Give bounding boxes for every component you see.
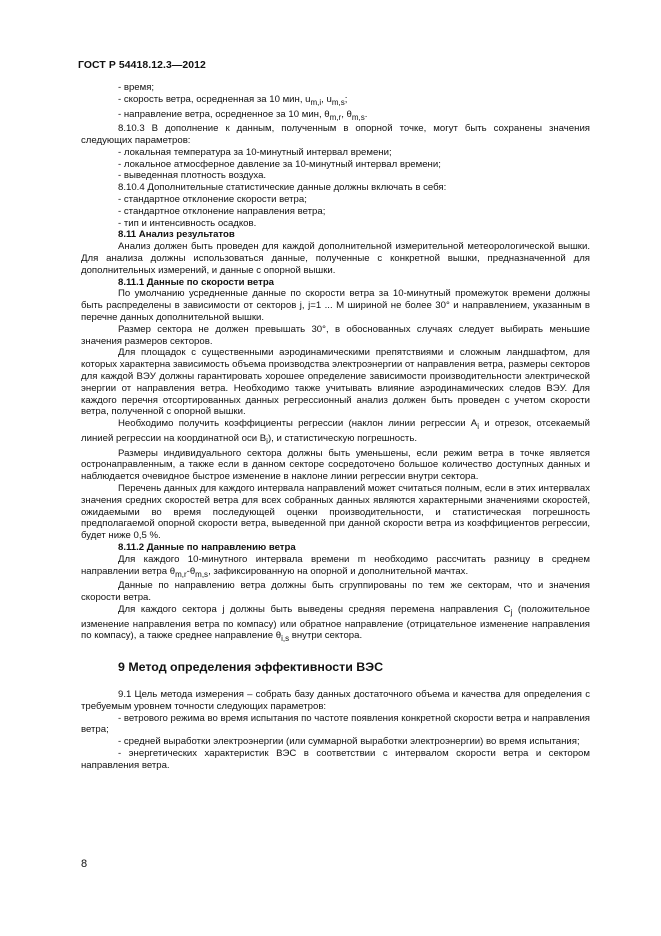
- list-item: - направление ветра, осредненное за 10 мин, $\theta_{m,r}$, $\theta_{m,s}$.: [118, 108, 368, 122]
- paragraph: Размеры индивидуального сектора должны быть уменьшены, если режим ветра в точке является остронаправленным, а также если в данном секторе сосредоточено большое количество доступных данных и наблюдается очевидное быстрое изменение в наклоне линии регрессии внутри сектора.: [81, 447, 590, 483]
- list-item: - локальное атмосферное давление за 10-минутный интервал времени;: [118, 158, 441, 170]
- list-item: - выведенная плотность воздуха.: [118, 170, 267, 182]
- paragraph: По умолчанию усредненные данные по скорости ветра за 10-минутный промежуток времени должны быть распределены в зависимости от секторов j, j=1 ... M шириной не более 30° и направлением, указанным в перечне данных дополнительной вышки.: [81, 288, 590, 323]
- document-body: [81, 82, 590, 772]
- list-item: - тип и интенсивность осадков.: [118, 217, 257, 229]
- paragraph: Размер сектора не должен превышать 30°, в обоснованных случаях следует выбирать меньшие значения размеров секторов.: [81, 323, 590, 347]
- paragraph: Данные по направлению ветра должны быть сгруппированы по тем же секторам, что и значения скорости ветра.: [81, 580, 590, 603]
- list-item: - скорость ветра, осредненная за 10 мин, $u_{m,i}$, $u_{m,s}$;: [118, 93, 348, 107]
- list-item: - стандартное отклонение скорости ветра;: [118, 193, 307, 205]
- chapter-heading: 9 Метод определения эффективности ВЭС: [118, 660, 384, 674]
- paragraph: Анализ должен быть проведен для каждой дополнительной измерительной метеорологической вышки. Для анализа должны использоваться данные, полученные с конкретной вышки, предназначенной для дополнительных измерений, и данные с опорной вышки.: [81, 241, 590, 276]
- list-item: - энергетических характеристик ВЭС в соответствии с интервалом скорости ветра и сектором направления ветра.: [81, 747, 590, 771]
- list-item: - стандартное отклонение направления ветра;: [118, 205, 326, 217]
- paragraph: 9.1 Цель метода измерения – собрать базу данных достаточного объема и качества для определения с требуемым уровнем точности следующих параметров:: [81, 689, 590, 712]
- paragraph: 8.10.4 Дополнительные статистические данные должны включать в себя:: [118, 182, 447, 194]
- list-item: - средней выработки электроэнергии (или суммарной выработки электроэнергии) во время испытания;: [118, 736, 580, 748]
- subsection-heading: 8.11.1 Данные по скорости ветра: [118, 276, 275, 288]
- paragraph: 8.10.3 В дополнение к данным, полученным в опорной точке, могут быть сохранены значения следующих параметров:: [81, 123, 590, 146]
- document-header: ГОСТ Р 54418.12.3—2012: [78, 60, 206, 71]
- paragraph: Для каждого 10-минутного интервала времени m необходимо рассчитать разницу в среднем направлении ветра $\theta_{m,r}-\theta_{m,s}$, зафиксированную на опорной и дополнительной мачтах.: [81, 553, 590, 579]
- subsection-heading: 8.11.2 Данные по направлению ветра: [118, 541, 296, 553]
- paragraph: Перечень данных для каждого интервала направлений может считаться полным, если в этих интервалах значения средних скоростей ветра для всех собранных данных являются характерными значениями скоростей, ожидаемыми во время последующей оценки производительности, и статистическая погрешность предполагаемой опорной скорости ветра, выведенной при данной скорости ветра из коэффициентов регрессии, будет ниже 0,5 %.: [81, 482, 590, 542]
- list-item: - время;: [118, 82, 155, 93]
- list-item: - ветрового режима во время испытания по частоте появления конкретной скорости ветра и направления ветра;: [81, 712, 590, 736]
- paragraph: Необходимо получить коэффициенты регрессии (наклон линии регрессии $A_i$ и отрезок, отсекаемый линией регрессии на координатной оси $B_i$), и статистическую погрешность.: [81, 418, 590, 446]
- page-number: 8: [81, 858, 88, 870]
- paragraph: Для площадок с существенными аэродинамическими препятствиями и сложным ландшафтом, для которых характерна зависимость объема производства электроэнергии от направления ветра, размеры секторов для каждой ВЭУ должны гарантировать хорошее определение зависимости производительности электрической энергии от направления ветра. Необходимо также учитывать влияние аэродинамических следов ВЭУ. Для каждого перечня отсортированных данных регрессионный анализ должен быть проведен с учетом скорости ветра, полученной с опорной вышки.: [81, 347, 590, 418]
- section-heading: 8.11 Анализ результатов: [118, 229, 235, 241]
- list-item: - локальная температура за 10-минутный интервал времени;: [118, 146, 392, 158]
- paragraph: Для каждого сектора j должны быть выведены средняя перемена направления $C_j$ (положительное изменение направления ветра по компасу) или обратное направление (отрицательное изменение направления по компасу), а также среднее направление $\theta_{i,s}$ внутри сектора.: [81, 603, 591, 644]
